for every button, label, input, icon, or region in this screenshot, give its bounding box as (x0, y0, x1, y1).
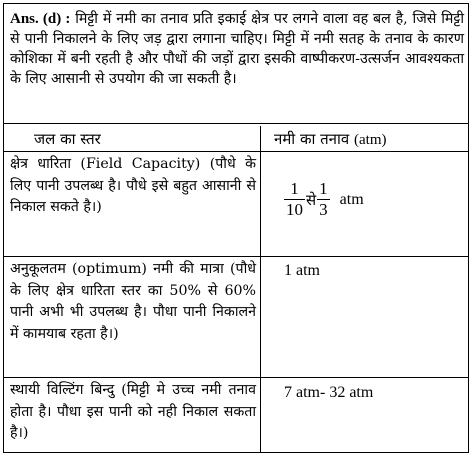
answer-label: Ans. (d) : (10, 11, 71, 27)
table-row-1-level: क्षेत्र धारिता (Field Capacity) (पौधे के लिए पानी उपलब्ध है। पौधे इसे बहुत आसानी से निकाल सकते है।) (10, 156, 256, 215)
table-top-border (4, 123, 468, 124)
range-connector: से (306, 192, 317, 209)
row-divider-2 (4, 377, 468, 378)
table-row-2-value: 1 atm (284, 262, 320, 279)
table-header-tension (274, 129, 387, 149)
header-divider (4, 151, 468, 152)
fraction-numerator: 1 (319, 179, 328, 198)
table-row-1-value (284, 179, 364, 220)
row-divider-1 (4, 256, 468, 257)
answer-box (3, 3, 469, 453)
table-header-level: जल का स्तर (34, 130, 101, 148)
answer-text: मिट्टी में नमी का तनाव प्रति इकाई क्षेत्र पर लगने वाला वह बल है, जिसे मिट्टी से पानी निकालने के लिए जड़ द्वारा लगाना चाहिए। मिट्टी में नमी सतह के तनाव के कारण कोशिका में बनी रहती है और पौधों की जड़ों द्वारा इसकी वाष्पीकरण-उत्सर्जन आवश्यकता के लिए आसानी से उपयोग की जा सकती है। (10, 11, 464, 87)
table-row-3-level: स्थायी विल्टिंग बिन्दु (मिट्टी मे उच्च नमी तनाव होता है। पौधा इस पानी को नही निकाल सकता है।) (10, 382, 256, 441)
table-row-3-value: 7 atm- 32 atm (284, 384, 374, 401)
fraction-one-tenth (284, 179, 305, 220)
tension-header-label: नमी का तनाव (274, 130, 350, 148)
table-column-divider (260, 126, 261, 452)
tension-header-unit: (atm) (354, 132, 387, 148)
fraction-numerator: 1 (284, 179, 305, 200)
answer-paragraph (10, 9, 464, 125)
table-row-2-level: अनुकूलतम (optimum) नमी की मात्रा (पौधे के लिए क्षेत्र धारिता स्तर का 50% से 60% पानी अभी भी उपलब्ध है। पौधा पानी निकालने में कामयाब रहता है।) (10, 261, 256, 342)
fraction-denominator: 10 (286, 200, 303, 219)
fraction-one-third (317, 179, 330, 220)
unit-atm: atm (339, 190, 364, 208)
fraction-denominator: 3 (319, 200, 328, 219)
